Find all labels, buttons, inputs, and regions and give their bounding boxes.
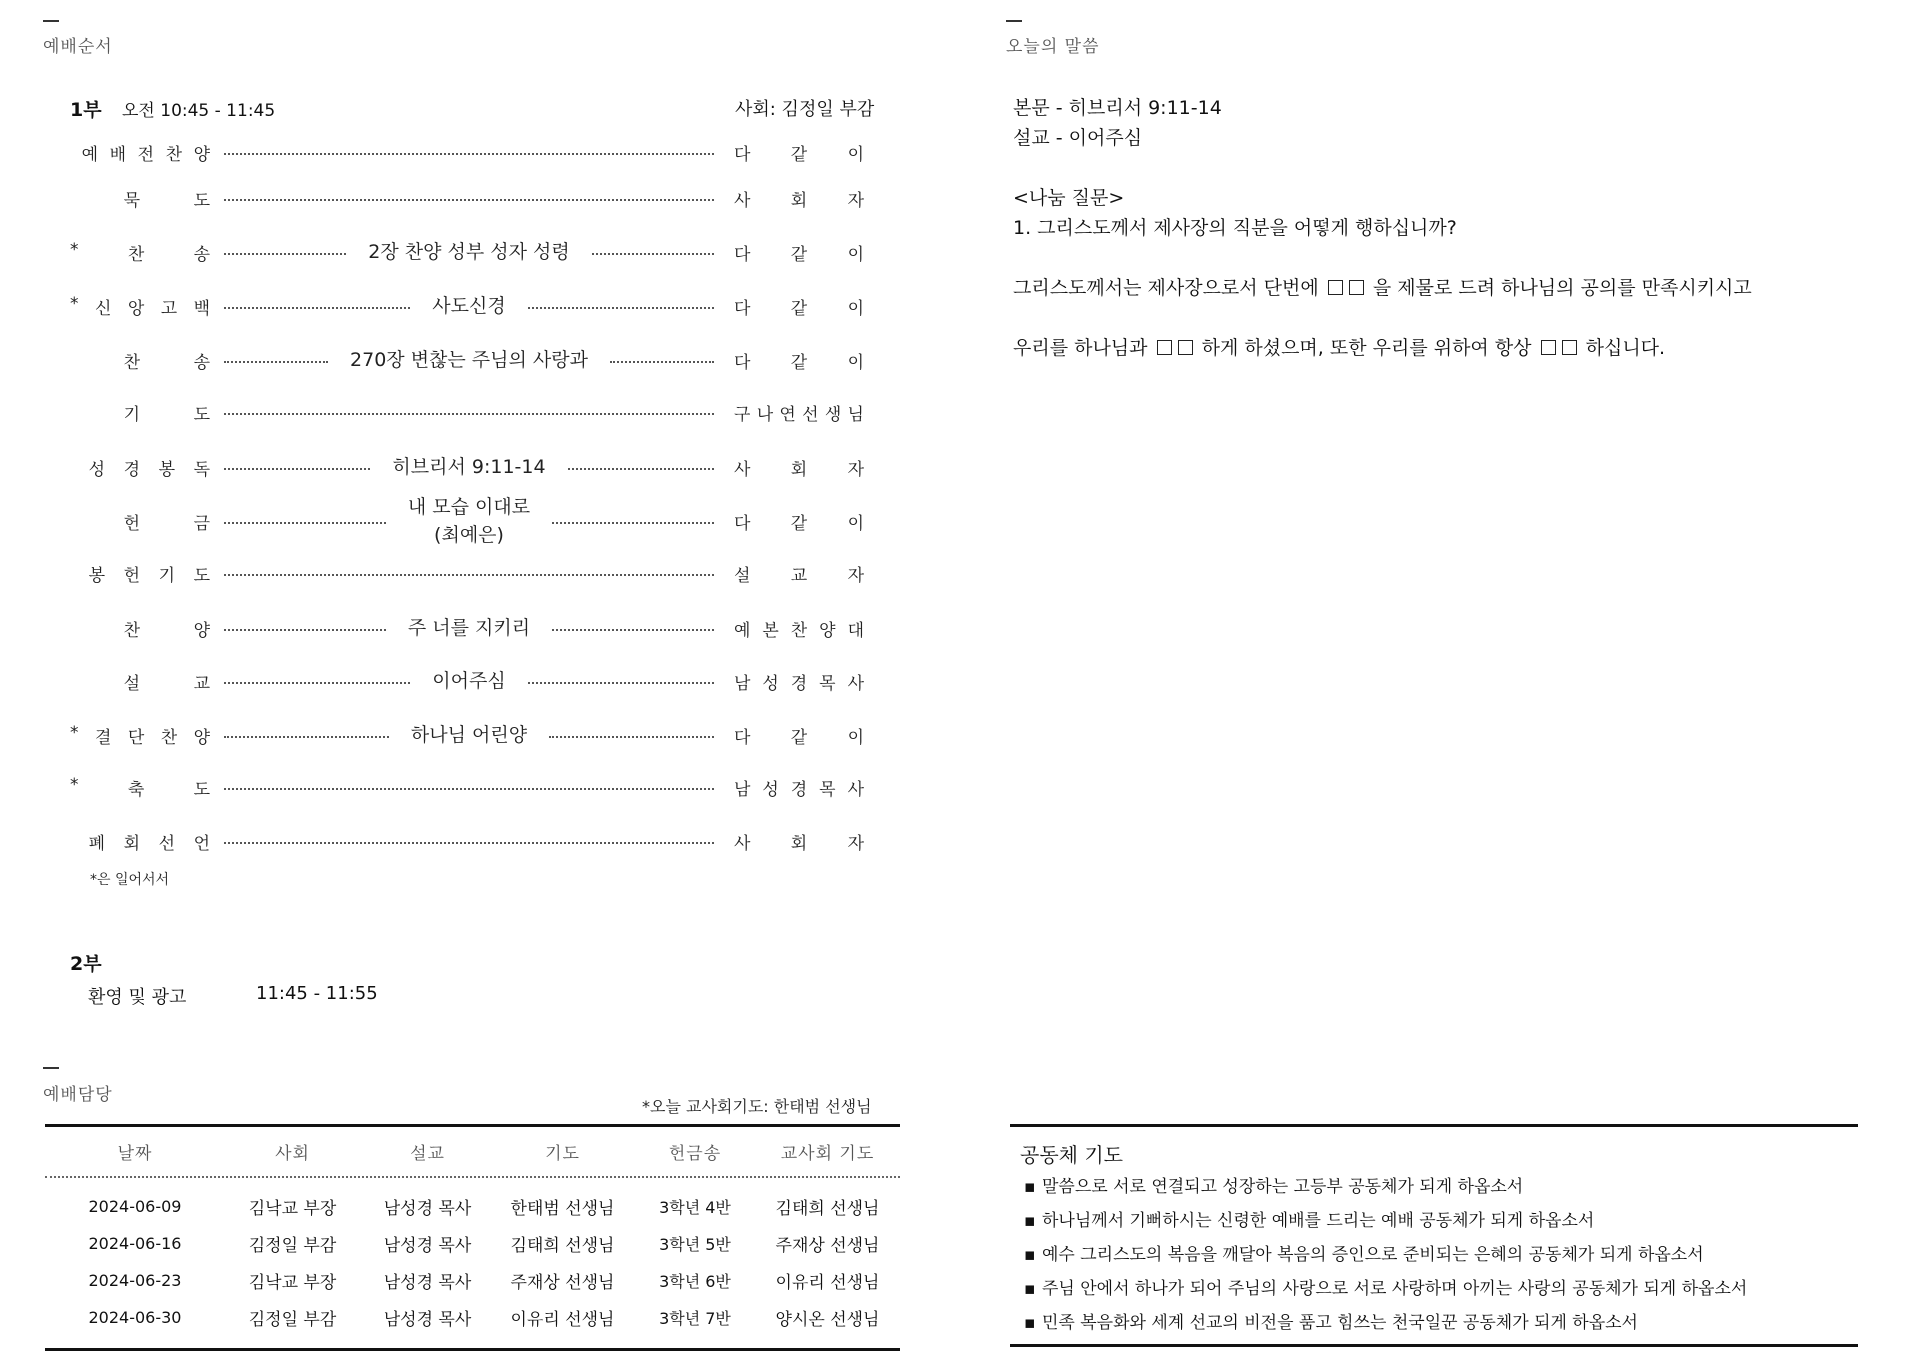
- order-item-person-char: 성: [762, 780, 779, 800]
- standing-note: *은 일어서서: [90, 872, 170, 888]
- order-item-name: [70, 186, 210, 211]
- part1-time: 오전 10:45 - 11:45: [122, 101, 276, 121]
- order-item-name: [70, 775, 210, 800]
- cell-sermon: 남성경 목사: [383, 1310, 472, 1330]
- dotted-leader: [610, 361, 714, 363]
- dotted-leader: [224, 253, 346, 255]
- order-item-person: [734, 669, 864, 694]
- order-item-name-char: 도: [193, 405, 210, 425]
- order-item-person-char: 경: [790, 780, 808, 800]
- cell-prayer: 김태희 선생님: [510, 1236, 615, 1256]
- order-row: [70, 140, 870, 165]
- order-item-person-char: 이: [847, 728, 864, 749]
- order-item-name-char: 독: [193, 460, 210, 481]
- order-item-person-char: 다: [734, 514, 751, 535]
- order-item-name-char: 축: [127, 780, 145, 800]
- order-item-person-char: 양: [819, 621, 836, 642]
- blank-box[interactable]: [1541, 340, 1556, 355]
- order-item-name-char: 백: [193, 299, 210, 320]
- section-marker: [43, 20, 59, 22]
- order-item-person-char: 이: [847, 299, 864, 320]
- order-item-person-char: 이: [847, 353, 864, 374]
- part1-label: 1부: [70, 99, 102, 121]
- order-item-content: 2장 찬양 성부 성자 성령: [368, 241, 570, 263]
- order-item-person-char: 선: [802, 405, 819, 425]
- bullet-icon: ▪: [1024, 1313, 1036, 1333]
- cell-host: 김정일 부감: [248, 1310, 337, 1330]
- prayer-bottom-rule: [1010, 1344, 1858, 1347]
- staff-table: [45, 1124, 900, 1351]
- order-item-name-char: 헌: [123, 514, 140, 535]
- order-item-name-char: 도: [193, 191, 210, 211]
- answer-line-2: 우리를 하나님과 하게 하셨으며, 또한 우리를 위하여 항상 하십니다.: [1013, 337, 1666, 359]
- order-item-name-char: 앙: [127, 299, 145, 320]
- order-item-name-char: 전: [137, 145, 154, 165]
- order-item-middle: [224, 293, 714, 321]
- bullet-icon: ▪: [1024, 1279, 1036, 1299]
- prayer-item-text: 말씀으로 서로 연결되고 성장하는 고등부 공동체가 되게 하옵소서: [1042, 1177, 1524, 1197]
- cell-teacher-prayer: 주재상 선생님: [775, 1236, 880, 1256]
- dotted-leader: [224, 153, 714, 155]
- order-item-person-char: 사: [734, 191, 751, 211]
- cell-prayer: 주재상 선생님: [510, 1273, 615, 1293]
- cell-prayer: 이유리 선생님: [510, 1310, 615, 1330]
- order-item-name-char: 찬: [127, 245, 145, 266]
- order-item-name-char: 결: [94, 728, 112, 749]
- order-item-person-char: 자: [847, 191, 864, 211]
- order-item-person: [734, 186, 864, 211]
- order-item-person-char: 다: [734, 353, 751, 374]
- order-item-person-char: 자: [847, 834, 864, 854]
- order-item-person-char: 같: [790, 514, 808, 535]
- order-item-content: 이어주심: [432, 670, 506, 692]
- cell-date: 2024-06-16: [88, 1234, 182, 1253]
- dotted-leader: [549, 736, 714, 738]
- cell-host: 김낙교 부장: [248, 1273, 337, 1293]
- order-row: [70, 293, 870, 321]
- order-item-middle: [224, 786, 714, 790]
- sermon-section-title: 오늘의 말씀: [1006, 37, 1100, 57]
- dotted-leader: [528, 307, 714, 309]
- prayer-title: 공동체 기도: [1020, 1143, 1123, 1167]
- order-row: [70, 454, 870, 482]
- dotted-leader: [224, 307, 410, 309]
- order-item-name-char: 찬: [165, 145, 182, 165]
- order-item-name: [70, 561, 210, 586]
- prayer-list: [1024, 1170, 1858, 1340]
- order-item-person-char: 연: [779, 405, 796, 425]
- order-item-person-char: 대: [847, 621, 864, 642]
- dotted-leader: [552, 629, 714, 631]
- prayer-box: [1010, 1124, 1858, 1347]
- prayer-item-text: 예수 그리스도의 복음을 깨달아 복음의 증인으로 준비되는 은혜의 공동체가 되게 하옵소서: [1042, 1245, 1704, 1265]
- dotted-leader: [224, 788, 714, 790]
- order-item-middle: [224, 494, 714, 549]
- order-item-name-char: 단: [127, 728, 145, 749]
- order-item-person-char: 남: [734, 674, 751, 695]
- header-offering: 헌금송: [668, 1144, 722, 1164]
- order-item-person: [734, 400, 864, 425]
- order-item-person-char: 사: [847, 674, 864, 695]
- dotted-leader: [528, 682, 714, 684]
- teacher-prayer-note: *오늘 교사회기도: 한태범 선생님: [642, 1097, 872, 1116]
- order-item-name-char: 헌: [123, 566, 140, 586]
- order-item-person: [734, 140, 864, 165]
- order-item-person-char: 이: [847, 145, 864, 165]
- order-item-person-char: 사: [734, 834, 751, 854]
- dotted-leader: [224, 199, 714, 201]
- order-row: [70, 829, 870, 854]
- order-item-name-char: 신: [94, 299, 112, 320]
- order-item-name: [70, 829, 210, 854]
- standing-star: *: [70, 240, 79, 261]
- order-item-name: [70, 348, 210, 373]
- dotted-leader: [552, 522, 714, 524]
- section-marker: [43, 1067, 59, 1069]
- order-item-person: [734, 240, 864, 265]
- order-item-person: [734, 723, 864, 748]
- order-row: [70, 400, 870, 425]
- header-sermon: 설교: [410, 1144, 445, 1164]
- prayer-item-text: 하나님께서 기뻐하시는 신령한 예배를 드리는 예배 공동체가 되게 하옵소서: [1042, 1211, 1595, 1231]
- order-item-middle: [224, 454, 714, 482]
- order-item-person-char: 목: [819, 780, 836, 800]
- order-item-person-char: 다: [734, 728, 751, 749]
- order-item-name-char: 기: [158, 566, 175, 586]
- order-item-person-char: 예: [734, 621, 751, 642]
- order-item-name: [70, 669, 210, 694]
- prayer-item: [1024, 1272, 1858, 1306]
- order-item-middle: [224, 722, 714, 750]
- order-item-name-char: 선: [158, 834, 175, 854]
- order-item-person-char: 같: [790, 145, 808, 165]
- table-top-rule: [45, 1124, 900, 1127]
- prayer-item-text: 주님 안에서 하나가 되어 주님의 사랑으로 서로 사랑하며 아끼는 사랑의 공동체가 되게 하옵소서: [1042, 1279, 1748, 1299]
- order-item-content: 하나님 어린양: [410, 724, 528, 746]
- bullet-icon: ▪: [1024, 1211, 1036, 1231]
- cell-date: 2024-06-09: [88, 1197, 182, 1216]
- blank-box[interactable]: [1349, 280, 1364, 295]
- order-row: [70, 494, 870, 549]
- standing-star: *: [70, 775, 79, 795]
- cell-teacher-prayer: 양시온 선생님: [775, 1310, 880, 1330]
- order-item-person-char: 회: [790, 191, 808, 211]
- order-item-person-char: 자: [847, 566, 864, 586]
- prayer-item: [1024, 1170, 1858, 1204]
- dotted-leader: [224, 522, 386, 524]
- cell-date: 2024-06-30: [88, 1308, 182, 1327]
- cell-offering: 3학년 7반: [659, 1309, 731, 1328]
- order-item-name-char: 도: [193, 566, 210, 586]
- order-item-person-char: 구: [734, 405, 751, 425]
- standing-star: *: [70, 294, 79, 315]
- order-item-name: [70, 400, 210, 425]
- order-item-person-char: 경: [790, 674, 808, 695]
- cell-date: 2024-06-23: [88, 1271, 182, 1290]
- prayer-item: [1024, 1306, 1858, 1340]
- header-host: 사회: [275, 1144, 310, 1164]
- order-item-person: [734, 509, 864, 534]
- order-item-name: [70, 240, 210, 265]
- order-item-person-char: 같: [790, 245, 808, 266]
- order-item-person-char: 사: [734, 460, 751, 481]
- order-item-content: 내 모습 이대로 (최예은): [407, 496, 531, 546]
- order-item-name-char: 금: [193, 514, 210, 535]
- order-row: [70, 186, 870, 211]
- order-row: [70, 347, 870, 375]
- order-row: [70, 722, 870, 750]
- order-item-content: 사도신경: [432, 295, 506, 317]
- order-item-name-char: 경: [123, 460, 140, 481]
- order-item-person-char: 남: [734, 780, 751, 800]
- order-item-person: [734, 775, 864, 800]
- order-item-name-char: 기: [123, 405, 140, 425]
- cell-teacher-prayer: 이유리 선생님: [775, 1273, 880, 1293]
- blank-box[interactable]: [1562, 340, 1577, 355]
- dotted-leader: [224, 413, 714, 415]
- answer-line-1: 그리스도께서는 제사장으로서 단번에 을 제물로 드려 하나님의 공의를 만족시키시고: [1013, 277, 1752, 299]
- order-item-name-char: 교: [193, 674, 210, 695]
- bullet-icon: ▪: [1024, 1177, 1036, 1197]
- part2-item: 환영 및 광고: [88, 987, 187, 1008]
- order-item-name-char: 양: [193, 728, 210, 749]
- part1-leader: 사회: 김정일 부감: [735, 99, 875, 120]
- order-item-name-char: 봉: [158, 460, 175, 481]
- dotted-leader: [224, 361, 328, 363]
- order-row: [70, 615, 870, 643]
- prayer-item: [1024, 1204, 1858, 1238]
- standing-star: *: [70, 723, 79, 744]
- order-row: [70, 561, 870, 586]
- header-prayer: 기도: [545, 1144, 580, 1164]
- order-item-person: [734, 348, 864, 373]
- order-item-person: [734, 829, 864, 854]
- order-item-person: [734, 294, 864, 319]
- order-item-person-char: 설: [734, 566, 751, 586]
- order-item-content: 주 너를 지키리: [407, 617, 531, 639]
- staff-section-title: 예배담당: [43, 1085, 113, 1105]
- sermon-title: 설교 - 이어주심: [1013, 127, 1143, 149]
- dotted-leader: [224, 736, 389, 738]
- order-item-name: [70, 294, 210, 319]
- order-item-person-char: 사: [847, 780, 864, 800]
- table-header: [45, 1139, 900, 1164]
- order-item-name-char: 폐: [88, 834, 105, 854]
- order-row: [70, 668, 870, 696]
- order-item-person-char: 나: [756, 405, 774, 425]
- order-item-name-char: 양: [193, 145, 210, 165]
- order-item-person-char: 님: [847, 405, 864, 425]
- prayer-item-text: 민족 복음화와 세계 선교의 비전을 품고 힘쓰는 천국일꾼 공동체가 되게 하옵소서: [1042, 1313, 1638, 1333]
- order-item-middle: [224, 615, 714, 643]
- blank-box[interactable]: [1178, 340, 1193, 355]
- order-item-middle: [224, 668, 714, 696]
- order-item-person-char: 본: [762, 621, 779, 642]
- cell-offering: 3학년 6반: [659, 1272, 731, 1291]
- table-row: [45, 1225, 900, 1262]
- order-item-person-char: 회: [790, 834, 808, 854]
- dotted-leader: [592, 253, 714, 255]
- order-item-name-char: 찬: [123, 353, 140, 374]
- dotted-leader: [224, 629, 386, 631]
- order-item-middle: [224, 151, 714, 155]
- order-item-person-char: 교: [790, 566, 808, 586]
- cell-offering: 3학년 4반: [659, 1198, 731, 1217]
- order-row: [70, 239, 870, 267]
- order-item-person-char: 자: [847, 460, 864, 481]
- order-item-person-char: 다: [734, 299, 751, 320]
- order-item-name-char: 봉: [88, 566, 105, 586]
- cell-sermon: 남성경 목사: [383, 1273, 472, 1293]
- order-item-middle: [224, 572, 714, 576]
- order-item-name-char: 설: [123, 674, 140, 695]
- order-item-name-char: 찬: [123, 621, 140, 642]
- question-heading: <나눔 질문>: [1013, 187, 1125, 209]
- cell-host: 김낙교 부장: [248, 1199, 337, 1219]
- order-item-name: [70, 509, 210, 534]
- order-item-person-char: 성: [762, 674, 779, 695]
- dotted-leader: [224, 468, 370, 470]
- blank-box[interactable]: [1328, 280, 1343, 295]
- order-item-name-char: 회: [123, 834, 140, 854]
- question-1: 1. 그리스도께서 제사장의 직분을 어떻게 행하십니까?: [1013, 217, 1457, 239]
- staff-rows: [45, 1188, 900, 1336]
- order-item-middle: [224, 239, 714, 267]
- order-item-middle: [224, 347, 714, 375]
- order-section-title: 예배순서: [43, 37, 113, 57]
- header-date: 날짜: [117, 1144, 153, 1164]
- order-item-name-char: 송: [193, 245, 210, 266]
- order-item-name-char: 송: [193, 353, 210, 374]
- table-row: [45, 1299, 900, 1336]
- order-item-name-char: 예: [81, 145, 98, 165]
- table-row: [45, 1262, 900, 1299]
- order-item-person-char: 찬: [790, 621, 808, 642]
- header-divider: [45, 1176, 900, 1178]
- order-item-person-char: 목: [819, 674, 836, 695]
- cell-host: 김정일 부감: [248, 1236, 337, 1256]
- order-item-person-char: 다: [734, 145, 751, 165]
- order-row: [70, 775, 870, 800]
- order-item-content: 히브리서 9:11-14: [392, 456, 546, 478]
- dotted-leader: [568, 468, 714, 470]
- order-item-person-char: 생: [824, 405, 842, 425]
- order-item-middle: [224, 840, 714, 844]
- order-item-name: [70, 723, 210, 748]
- order-item-person-char: 다: [734, 245, 751, 266]
- order-item-middle: [224, 197, 714, 201]
- dotted-leader: [224, 842, 714, 844]
- order-item-name: [70, 616, 210, 641]
- section-marker: [1006, 20, 1022, 22]
- order-item-person: [734, 561, 864, 586]
- order-item-person-char: 같: [790, 353, 808, 374]
- sermon-text: 본문 - 히브리서 9:11-14: [1013, 97, 1222, 119]
- table-row: [45, 1188, 900, 1225]
- order-item-person-char: 회: [790, 460, 808, 481]
- order-item-name-char: 고: [160, 299, 178, 320]
- dotted-leader: [224, 682, 410, 684]
- order-item-name: [70, 455, 210, 480]
- order-item-content: 270장 변찮는 주님의 사랑과: [350, 349, 588, 371]
- order-item-name-char: 언: [193, 834, 210, 854]
- order-item-name: [70, 140, 210, 165]
- order-item-person-char: 이: [847, 245, 864, 266]
- part2-label: 2부: [70, 953, 102, 975]
- order-item-person-char: 이: [847, 514, 864, 535]
- order-item-name-char: 찬: [160, 728, 178, 749]
- prayer-item: [1024, 1238, 1858, 1272]
- prayer-top-rule: [1010, 1124, 1858, 1127]
- order-item-person: [734, 455, 864, 480]
- part2-time: 11:45 - 11:55: [256, 983, 378, 1004]
- cell-teacher-prayer: 김태희 선생님: [775, 1199, 880, 1219]
- cell-prayer: 한태범 선생님: [510, 1199, 615, 1219]
- order-item-person: [734, 616, 864, 641]
- order-item-name-char: 묵: [123, 191, 140, 211]
- cell-sermon: 남성경 목사: [383, 1236, 472, 1256]
- order-item-middle: [224, 411, 714, 415]
- order-item-person-char: 같: [790, 299, 808, 320]
- order-item-person-char: 같: [790, 728, 808, 749]
- dotted-leader: [224, 574, 714, 576]
- sermon-body: [1013, 93, 1873, 363]
- bullet-icon: ▪: [1024, 1245, 1036, 1265]
- cell-sermon: 남성경 목사: [383, 1199, 472, 1219]
- order-item-name-char: 양: [193, 621, 210, 642]
- order-item-name-char: 배: [109, 145, 126, 165]
- order-item-name-char: 성: [88, 460, 105, 481]
- cell-offering: 3학년 5반: [659, 1235, 731, 1254]
- header-teacher-prayer: 교사회 기도: [780, 1144, 875, 1164]
- order-item-name-char: 도: [193, 780, 210, 800]
- blank-box[interactable]: [1157, 340, 1172, 355]
